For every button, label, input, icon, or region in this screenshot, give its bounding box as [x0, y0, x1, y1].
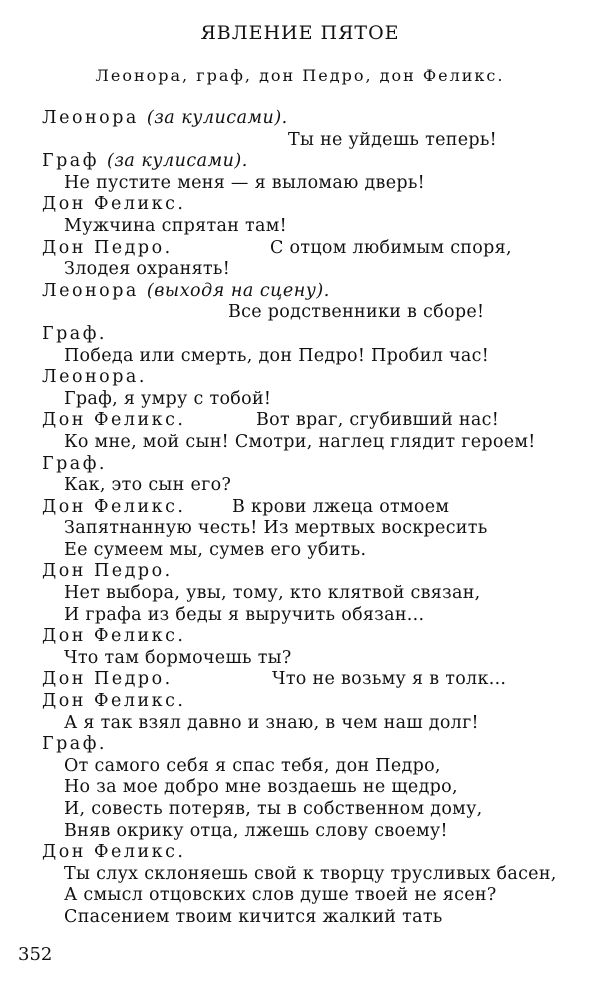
verse-text: Не пустите меня — я выломаю дверь!	[64, 172, 426, 193]
dialogue-line	[0, 324, 600, 346]
dialogue-line	[0, 821, 600, 843]
verse-text: Но за мое добро мне воздаешь не щедро,	[64, 777, 458, 798]
verse-text: Ты не уйдешь теперь!	[288, 129, 498, 150]
dialogue-line	[0, 281, 600, 303]
verse-text: Победа или смерть, дон Педро! Пробил час!	[64, 345, 490, 366]
dialogue-line	[0, 626, 600, 648]
dialogue-line	[0, 475, 600, 497]
speaker-name	[42, 324, 107, 346]
verse-text: Вот враг, сгубивший нас!	[256, 410, 500, 431]
verse-text: Граф, я умру с тобой!	[64, 388, 272, 409]
speaker-name	[42, 151, 248, 173]
dialogue-line	[0, 669, 600, 691]
dialogue-line	[0, 389, 600, 411]
dialogue-line	[0, 756, 600, 778]
dialogue-line	[0, 302, 600, 324]
verse-text: Что там бормочешь ты?	[64, 647, 292, 668]
dialogue-line	[0, 713, 600, 735]
dialogue-line	[0, 518, 600, 540]
dialogue-line	[0, 648, 600, 670]
speaker-name	[42, 561, 173, 583]
verse-text: Как, это сын его?	[64, 475, 232, 496]
speaker-label: Леонора	[42, 108, 139, 128]
scene-title: ЯВЛЕНИЕ ПЯТОЕ	[200, 22, 400, 44]
verse-text: Спасением твоим кичится жалкий тать	[64, 906, 443, 927]
speaker-name	[42, 238, 173, 260]
speaker-label: Дон Феликс.	[42, 410, 186, 431]
speaker-label: Граф.	[42, 323, 107, 344]
speaker-name	[42, 497, 185, 519]
speaker-name	[42, 454, 107, 476]
speaker-label: Дон Педро.	[42, 561, 173, 582]
verse-text: Все родственники в сборе!	[228, 302, 485, 323]
speaker-label: Граф.	[42, 453, 107, 474]
dialogue-line	[0, 691, 600, 713]
dialogue-line	[0, 842, 600, 864]
dialogue-line	[0, 605, 600, 627]
speaker-name	[42, 669, 173, 691]
dialogue-line	[0, 497, 600, 519]
verse-text: Злодея охранять!	[64, 259, 231, 280]
verse-text: А я так взял давно и знаю, в чем наш долг!	[64, 712, 479, 733]
dialogue-line	[0, 367, 600, 389]
speaker-label: Граф	[42, 151, 99, 172]
dialogue-line	[0, 194, 600, 216]
speaker-label: Дон Феликс.	[42, 691, 186, 712]
dialogue-line	[0, 540, 600, 562]
dialogue-line	[0, 259, 600, 281]
dialogue-line	[0, 151, 600, 173]
verse-text: Что не возьму я в толк...	[272, 669, 507, 690]
verse-text: Нет выбора, увы, тому, кто клятвой связан,	[64, 583, 481, 604]
speaker-name	[42, 626, 185, 648]
dialogue-line	[0, 432, 600, 454]
verse-text: Ты слух склоняешь свой к творцу трусливых басен,	[64, 863, 557, 884]
stage-direction: (выходя на сцену).	[146, 280, 330, 301]
dialogue-line	[0, 173, 600, 195]
speaker-label: Дон Педро.	[42, 669, 173, 690]
cast-list: Леонора, граф, дон Педро, дон Феликс.	[95, 66, 505, 85]
verse-text: И графа из беды я выручить обязан...	[64, 604, 425, 625]
speaker-name	[42, 367, 147, 389]
dialogue-line	[0, 454, 600, 476]
verse-text: И, совесть потеряв, ты в собственном дому,	[64, 799, 483, 819]
dialogue-line	[0, 583, 600, 605]
speaker-name	[42, 410, 185, 432]
stage-direction: (за кулисами).	[107, 151, 248, 172]
speaker-name	[42, 281, 330, 303]
dialogue-line	[0, 238, 600, 260]
dialogue-line	[0, 885, 600, 907]
verse-text: В крови лжеца отмоем	[232, 496, 450, 517]
verse-text: А смысл отцовских слов душе твоей не ясен?	[64, 885, 497, 906]
dialogue-line	[0, 130, 600, 152]
speaker-label: Леонора	[42, 280, 139, 301]
speaker-name	[42, 108, 288, 130]
verse-text: Ее сумеем мы, сумев его убить.	[64, 539, 367, 560]
speaker-label: Дон Феликс.	[42, 496, 186, 517]
speaker-label: Дон Феликс.	[42, 626, 186, 647]
dialogue-line	[0, 410, 600, 432]
dialogue-line	[0, 799, 600, 821]
verse-text: С отцом любимым споря,	[270, 237, 512, 258]
dialogue-line	[0, 907, 600, 929]
speaker-label: Дон Педро.	[42, 237, 173, 258]
verse-text: Запятнанную честь! Из мертвых воскресить	[64, 518, 488, 539]
dialogue-line	[0, 216, 600, 238]
dialogue-line	[0, 346, 600, 368]
stage-direction: (за кулисами).	[146, 108, 288, 128]
speaker-name	[42, 842, 185, 864]
speaker-label: Дон Феликс.	[42, 194, 186, 215]
dialogue-line	[0, 864, 600, 886]
verse-text: От самого себя я спас тебя, дон Педро,	[64, 755, 441, 776]
dialogue-line	[0, 561, 600, 583]
speaker-name	[42, 194, 185, 216]
speaker-name	[42, 734, 107, 756]
speaker-label: Леонора.	[42, 367, 147, 388]
verse-text: Ко мне, мой сын! Смотри, наглец глядит героем!	[64, 431, 536, 452]
dialogue-line	[0, 777, 600, 799]
speaker-label: Граф.	[42, 734, 107, 755]
page-number: 352	[18, 944, 53, 965]
speaker-name	[42, 691, 185, 713]
verse-text: Вняв окрику отца, лжешь слову своему!	[64, 820, 448, 841]
dialogue-line	[0, 108, 600, 130]
speaker-label: Дон Феликс.	[42, 842, 186, 863]
dialogue-block	[0, 108, 600, 929]
verse-text: Мужчина спрятан там!	[64, 215, 288, 236]
dialogue-line	[0, 734, 600, 756]
